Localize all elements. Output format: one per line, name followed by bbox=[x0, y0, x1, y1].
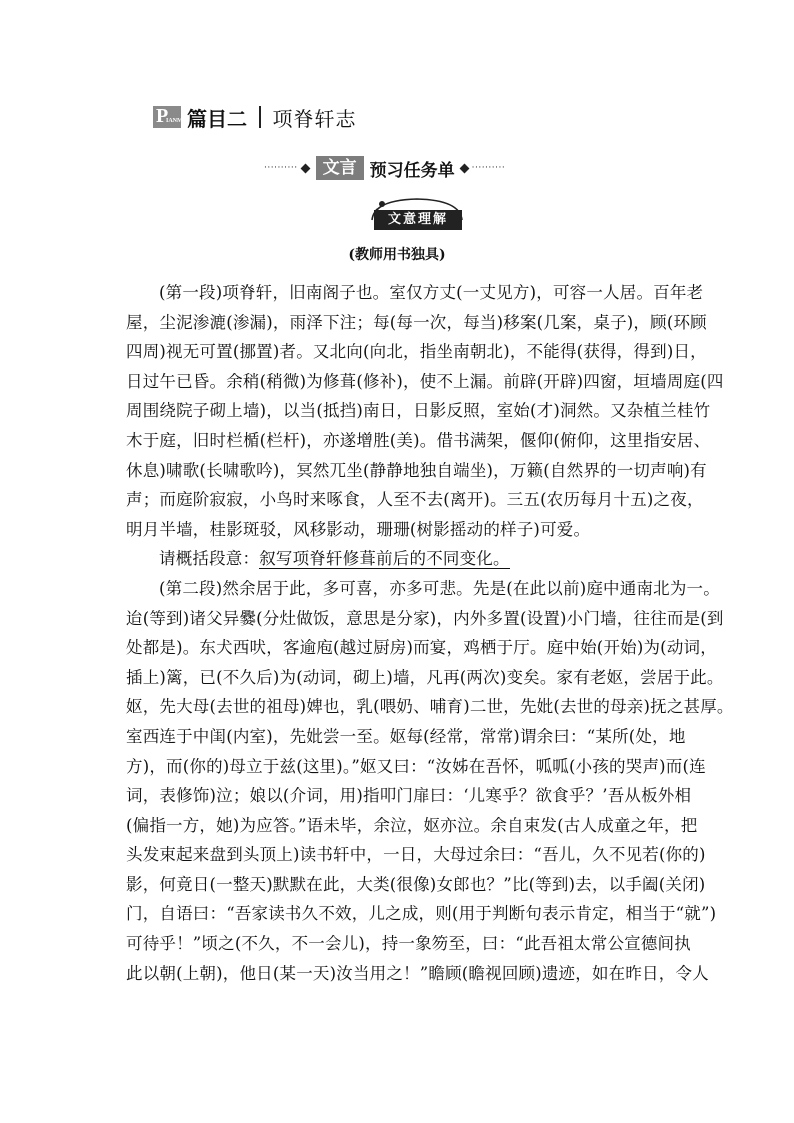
text-line: 妪，先大母(去世的祖母)婢也，乳(喂奶、哺育)二世，先妣(去世的母亲)抚之甚厚。 bbox=[126, 697, 734, 717]
text-line: 方)，而(你的)母立于兹(这里)。”妪又曰：“汝姊在吾怀，呱呱(小孩的哭声)而(连 bbox=[126, 756, 706, 776]
paragraph-2 bbox=[126, 574, 734, 988]
text-line: 休息)啸歌(长啸歌吟)，冥然兀坐(静静地独自端坐)，万籁(自然界的一切声响)有 bbox=[126, 460, 707, 480]
text-line: 明月半墙，桂影斑驳，风移影动，珊珊(树影摇动的样子)可爱。 bbox=[126, 519, 591, 539]
text-line: 影，何竟日(一整天)默默在此，大类(很像)女郎也？”比(等到)去，以手阖(关闭) bbox=[126, 874, 706, 894]
page-title: 项脊轩志 bbox=[272, 106, 357, 131]
section-banner bbox=[264, 156, 532, 180]
text-line: 木于庭，旧时栏楯(栏杆)，亦遂增胜(美)。借书满架，偃仰(俯仰，这里指安居、 bbox=[126, 430, 711, 450]
text-line: (第一段)项脊轩，旧南阁子也。室仅方丈(一丈见方)，可容一人居。百年老 bbox=[159, 283, 704, 302]
banner-tag: 文言 bbox=[316, 156, 364, 180]
header-divider bbox=[259, 106, 261, 128]
question-prompt: 请概括段意： bbox=[159, 549, 260, 569]
text-line: 日过午已昏。余稍(稍微)为修葺(修补)，使不上漏。前辟(开辟)四窗，垣墙周庭(四 bbox=[126, 371, 724, 391]
banner-label: 预习任务单 bbox=[369, 160, 455, 181]
question-1 bbox=[126, 544, 686, 574]
paragraph-1 bbox=[126, 278, 724, 544]
logo-small-text: IANMU bbox=[166, 118, 187, 124]
logo-letter: P bbox=[156, 105, 169, 127]
text-line: 头发束起来盘到头顶上)读书轩中，一日，大母过余曰：“吾儿，久不见若(你的) bbox=[126, 845, 706, 865]
text-line: 词，表修饰)泣；娘以(介词，用)指叩门扉曰：‘儿寒乎？欲食乎？’吾从板外相 bbox=[126, 786, 692, 806]
diamond-icon bbox=[459, 163, 469, 173]
text-line: 屋，尘泥渗漉(渗漏)，雨泽下注；每(每一次，每当)移案(几案，桌子)，顾(环顾 bbox=[126, 312, 707, 332]
main-content bbox=[126, 278, 734, 988]
pianmu-logo bbox=[153, 105, 187, 128]
text-line: (偏指一方，她)为应答。”语未毕，余泣，妪亦泣。余自束发(古人成童之年，把 bbox=[126, 815, 698, 835]
text-line: 插上)篱，已(不久后)为(动词，砌上)墙，凡再(两次)变矣。家有老妪，尝居于此。 bbox=[126, 667, 724, 687]
text-line: 处都是)。东犬西吠，客逾庖(越过厨房)而宴，鸡栖于厅。庭中始(开始)为(动词， bbox=[126, 638, 717, 658]
text-line: 周围绕院子砌上墙)，以当(抵挡)南日，日影反照，室始(才)洞然。又杂植兰桂竹 bbox=[126, 401, 711, 421]
text-line: 室西连于中闺(内室)，先妣尝一至。妪每(经常，常常)谓余曰：“某所(处，地 bbox=[126, 726, 686, 746]
banner-dots-right: ·········· bbox=[471, 163, 506, 173]
text-line: 可待乎！”顷之(不久，不一会儿)，持一象笏至，曰：“此吾祖太常公宣德间执 bbox=[126, 934, 691, 954]
text-line: 迨(等到)诸父异爨(分灶做饭，意思是分家)，内外多置(设置)小门墙，往往而是(到 bbox=[126, 608, 724, 628]
text-line: 门，自语曰：“吾家读书久不效，儿之成，则(用于判断句表示肯定，相当于“就”) bbox=[126, 904, 717, 924]
section-number: 篇目二 bbox=[187, 106, 247, 131]
text-line: (第二段)然余居于此，多可喜，亦多可悲。先是(在此以前)庭中通南北为一。 bbox=[159, 578, 720, 598]
page-header bbox=[153, 104, 357, 130]
badge-label: 文意理解 bbox=[374, 210, 462, 230]
diamond-icon bbox=[300, 163, 310, 173]
sub-section-badge bbox=[368, 196, 468, 234]
text-line: 此以朝(上朝)，他日(某一天)汝当用之！”瞻顾(瞻视回顾)遗迹，如在昨日，令人 bbox=[126, 963, 709, 983]
text-line: 四周)视无可置(挪置)者。又北向(向北，指坐南朝北)，不能得(获得，得到)日， bbox=[126, 342, 707, 362]
teacher-note: (教师用书独具) bbox=[348, 247, 446, 263]
text-line: 声；而庭阶寂寂，小鸟时来啄食，人至不去(离开)。三五(农历每月十五)之夜， bbox=[126, 490, 704, 510]
question-answer: 叙写项脊轩修葺前后的不同变化。 bbox=[259, 549, 510, 569]
banner-dots-left: ·········· bbox=[264, 163, 298, 173]
